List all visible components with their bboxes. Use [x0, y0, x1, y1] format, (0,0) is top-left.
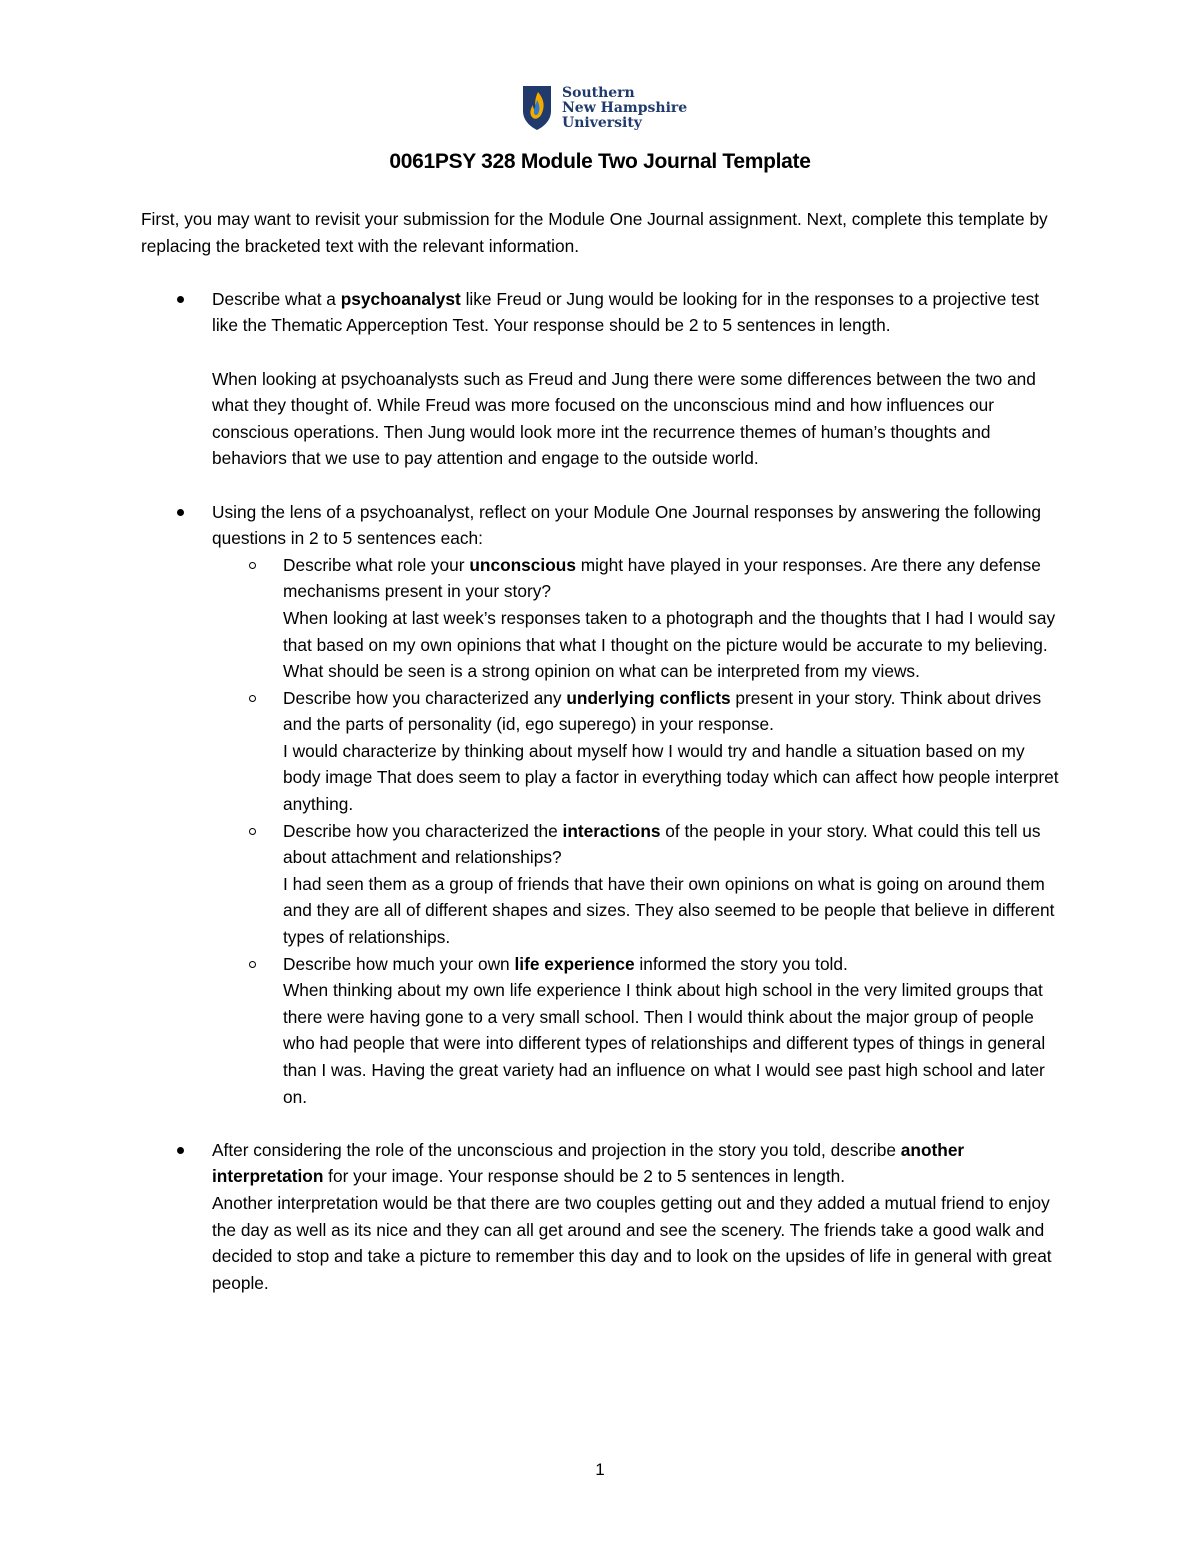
- sub-question-answer: When thinking about my own life experience I think about high school in the very limited groups that there were having gone to a very small school. Then I would think about the major group of people who had people that were into different types of relationships and different types of things in general than I was. Having the great variety had an influence on what I would see past high school and later on.: [283, 980, 1046, 1107]
- sub-question-text: Describe what role your unconscious might have played in your responses. Are there any defense mechanisms present in your story?: [283, 554, 1041, 602]
- document-body: [141, 206, 1061, 1323]
- sub-question-interactions: [212, 818, 1061, 951]
- logo-wordmark: [562, 86, 687, 131]
- intro-paragraph: First, you may want to revisit your submission for the Module One Journal assignment. Next, complete this template by replacing the bracketed text with the relevant information.: [141, 209, 1048, 256]
- sub-question-answer: I had seen them as a group of friends that have their own opinions on what is going on around them and they are all of different shapes and sizes. They also seemed to be people that believe in different types of relationships.: [283, 873, 1055, 948]
- sub-question-answer: I would characterize by thinking about myself how I would try and handle a situation based on my body image That does seem to play a factor in everything today which can affect how people interpret anything.: [283, 740, 1059, 815]
- keyword-psychoanalyst: psychoanalyst: [340, 288, 461, 309]
- sub-question-answer: When looking at last week’s responses taken to a photograph and the thoughts that I had I would say that based on my own opinions that what I thought on the picture would be accurate to my believing. What should be seen is a strong opinion on what can be interpreted from my views.: [283, 607, 1056, 682]
- keyword-interactions: interactions: [562, 820, 661, 841]
- logo-line-3: University: [562, 114, 642, 131]
- question-3: [141, 1137, 1061, 1297]
- question-1-response: When looking at psychoanalysts such as Freud and Jung there were some differences between the two and what they thought of. While Freud was more focused on the unconscious mind and how influences our conscious operations. Then Jung would look more int the recurrence themes of human’s thoughts and behaviors that we use to pay attention and engage to the outside world.: [212, 368, 1036, 469]
- document-title: 0061PSY 328 Module Two Journal Template: [389, 150, 811, 173]
- question-2: [141, 499, 1061, 1111]
- keyword-another-interpretation: another interpretation: [212, 1139, 965, 1187]
- sub-question-text: Describe how you characterized any underlying conflicts present in your story. Think about drives and the parts of personality (id, ego superego) in your response.: [283, 687, 1042, 735]
- question-2-prompt: Using the lens of a psychoanalyst, reflect on your Module One Journal responses by answering the following questions in 2 to 5 sentences each:: [212, 501, 1042, 549]
- keyword-underlying-conflicts: underlying conflicts: [566, 687, 731, 708]
- sub-question-conflicts: [212, 685, 1061, 818]
- university-logo: [522, 84, 687, 132]
- question-1: [141, 286, 1061, 472]
- question-3-prompt: After considering the role of the unconscious and projection in the story you told, describe another interpretation for your image. Your response should be 2 to 5 sentences in length.: [212, 1139, 965, 1187]
- keyword-life-experience: life experience: [514, 953, 635, 974]
- flame-shield-icon: [522, 85, 552, 131]
- question-list: [141, 286, 1061, 1297]
- sub-question-unconscious: [212, 552, 1061, 685]
- sub-question-text: Describe how much your own life experience informed the story you told.: [283, 953, 848, 974]
- question-3-response: Another interpretation would be that there are two couples getting out and they added a mutual friend to enjoy the day as well as its nice and they can all get around and see the scenery. The friends take a good walk and decided to stop and take a picture to remember this day and to look on the upsides of life in general with great people.: [212, 1192, 1052, 1293]
- sub-question-text: Describe how you characterized the interactions of the people in your story. What could this tell us about attachment and relationships?: [283, 820, 1041, 868]
- logo-line-2: New Hampshire: [562, 99, 688, 116]
- logo-line-1: Southern: [562, 84, 635, 101]
- page-number: 1: [595, 1460, 605, 1479]
- question-1-prompt: Describe what a psychoanalyst like Freud or Jung would be looking for in the responses to a projective test like the Thematic Apperception Test. Your response should be 2 to 5 sentences in length.: [212, 288, 1040, 336]
- keyword-unconscious: unconscious: [469, 554, 576, 575]
- sub-question-list: [212, 552, 1061, 1110]
- sub-question-life-experience: [212, 951, 1061, 1111]
